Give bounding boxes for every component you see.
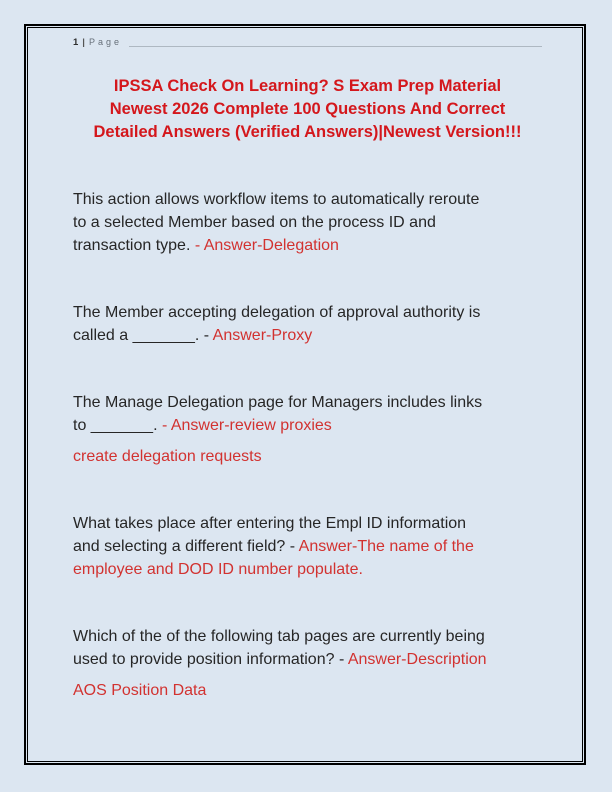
title-line-3: Detailed Answers (Verified Answers)|Newest Version!!! <box>93 123 522 141</box>
qa-line <box>73 414 542 437</box>
page-label: Page <box>88 37 122 47</box>
document-title <box>73 75 542 144</box>
qa-line <box>73 234 542 257</box>
qa-line <box>73 324 542 347</box>
page-border-frame <box>27 27 583 762</box>
answer-text: Answer-Proxy <box>212 327 313 344</box>
header-rule <box>129 46 542 47</box>
qa-line <box>73 558 542 581</box>
question-text: to a selected Member based on the process ID and <box>73 214 436 231</box>
qa-line <box>73 535 542 558</box>
qa-item-3 <box>73 391 542 437</box>
question-text: and selecting a different field? - <box>73 538 299 555</box>
question-text: The Member accepting delegation of approval authority is <box>73 304 481 321</box>
qa-line <box>73 301 542 324</box>
question-text: This action allows workflow items to automatically reroute <box>73 191 480 208</box>
qa-item-1 <box>73 188 542 257</box>
title-line-2: Newest 2026 Complete 100 Questions And Correct <box>109 100 506 118</box>
qa-list <box>73 188 542 702</box>
question-text: The Manage Delegation page for Managers includes links <box>73 394 483 411</box>
answer-text: employee and DOD ID number populate. <box>73 561 363 578</box>
question-text: to _______. <box>73 417 162 434</box>
qa-line <box>73 512 542 535</box>
qa-line <box>73 625 542 648</box>
qa-item-2 <box>73 301 542 347</box>
question-text: Which of the of the following tab pages are currently being <box>73 628 485 645</box>
page-header <box>73 36 542 49</box>
qa-item-5 <box>73 625 542 671</box>
qa-line <box>73 188 542 211</box>
answer-text: Answer-The name of the <box>298 538 474 555</box>
question-text: What takes place after entering the Empl ID information <box>73 515 467 532</box>
question-text: transaction type. <box>73 237 195 254</box>
answer-continuation: create delegation requests <box>73 448 262 465</box>
qa-item-4 <box>73 512 542 581</box>
qa-line <box>73 391 542 414</box>
answer-text: - Answer-Delegation <box>194 237 339 254</box>
qa-line <box>73 211 542 234</box>
question-text: called a _______. - <box>73 327 213 344</box>
answer-continuation: AOS Position Data <box>73 682 207 699</box>
qa-line <box>73 648 542 671</box>
page-number-separator: | <box>82 37 85 48</box>
answer-text: Answer-Description <box>347 651 487 668</box>
page-number: 1 <box>73 37 79 48</box>
page-content <box>28 28 582 761</box>
title-line-1: IPSSA Check On Learning? S Exam Prep Material <box>113 77 502 95</box>
answer-text: - Answer-review proxies <box>161 417 332 434</box>
question-text: used to provide position information? - <box>73 651 348 668</box>
